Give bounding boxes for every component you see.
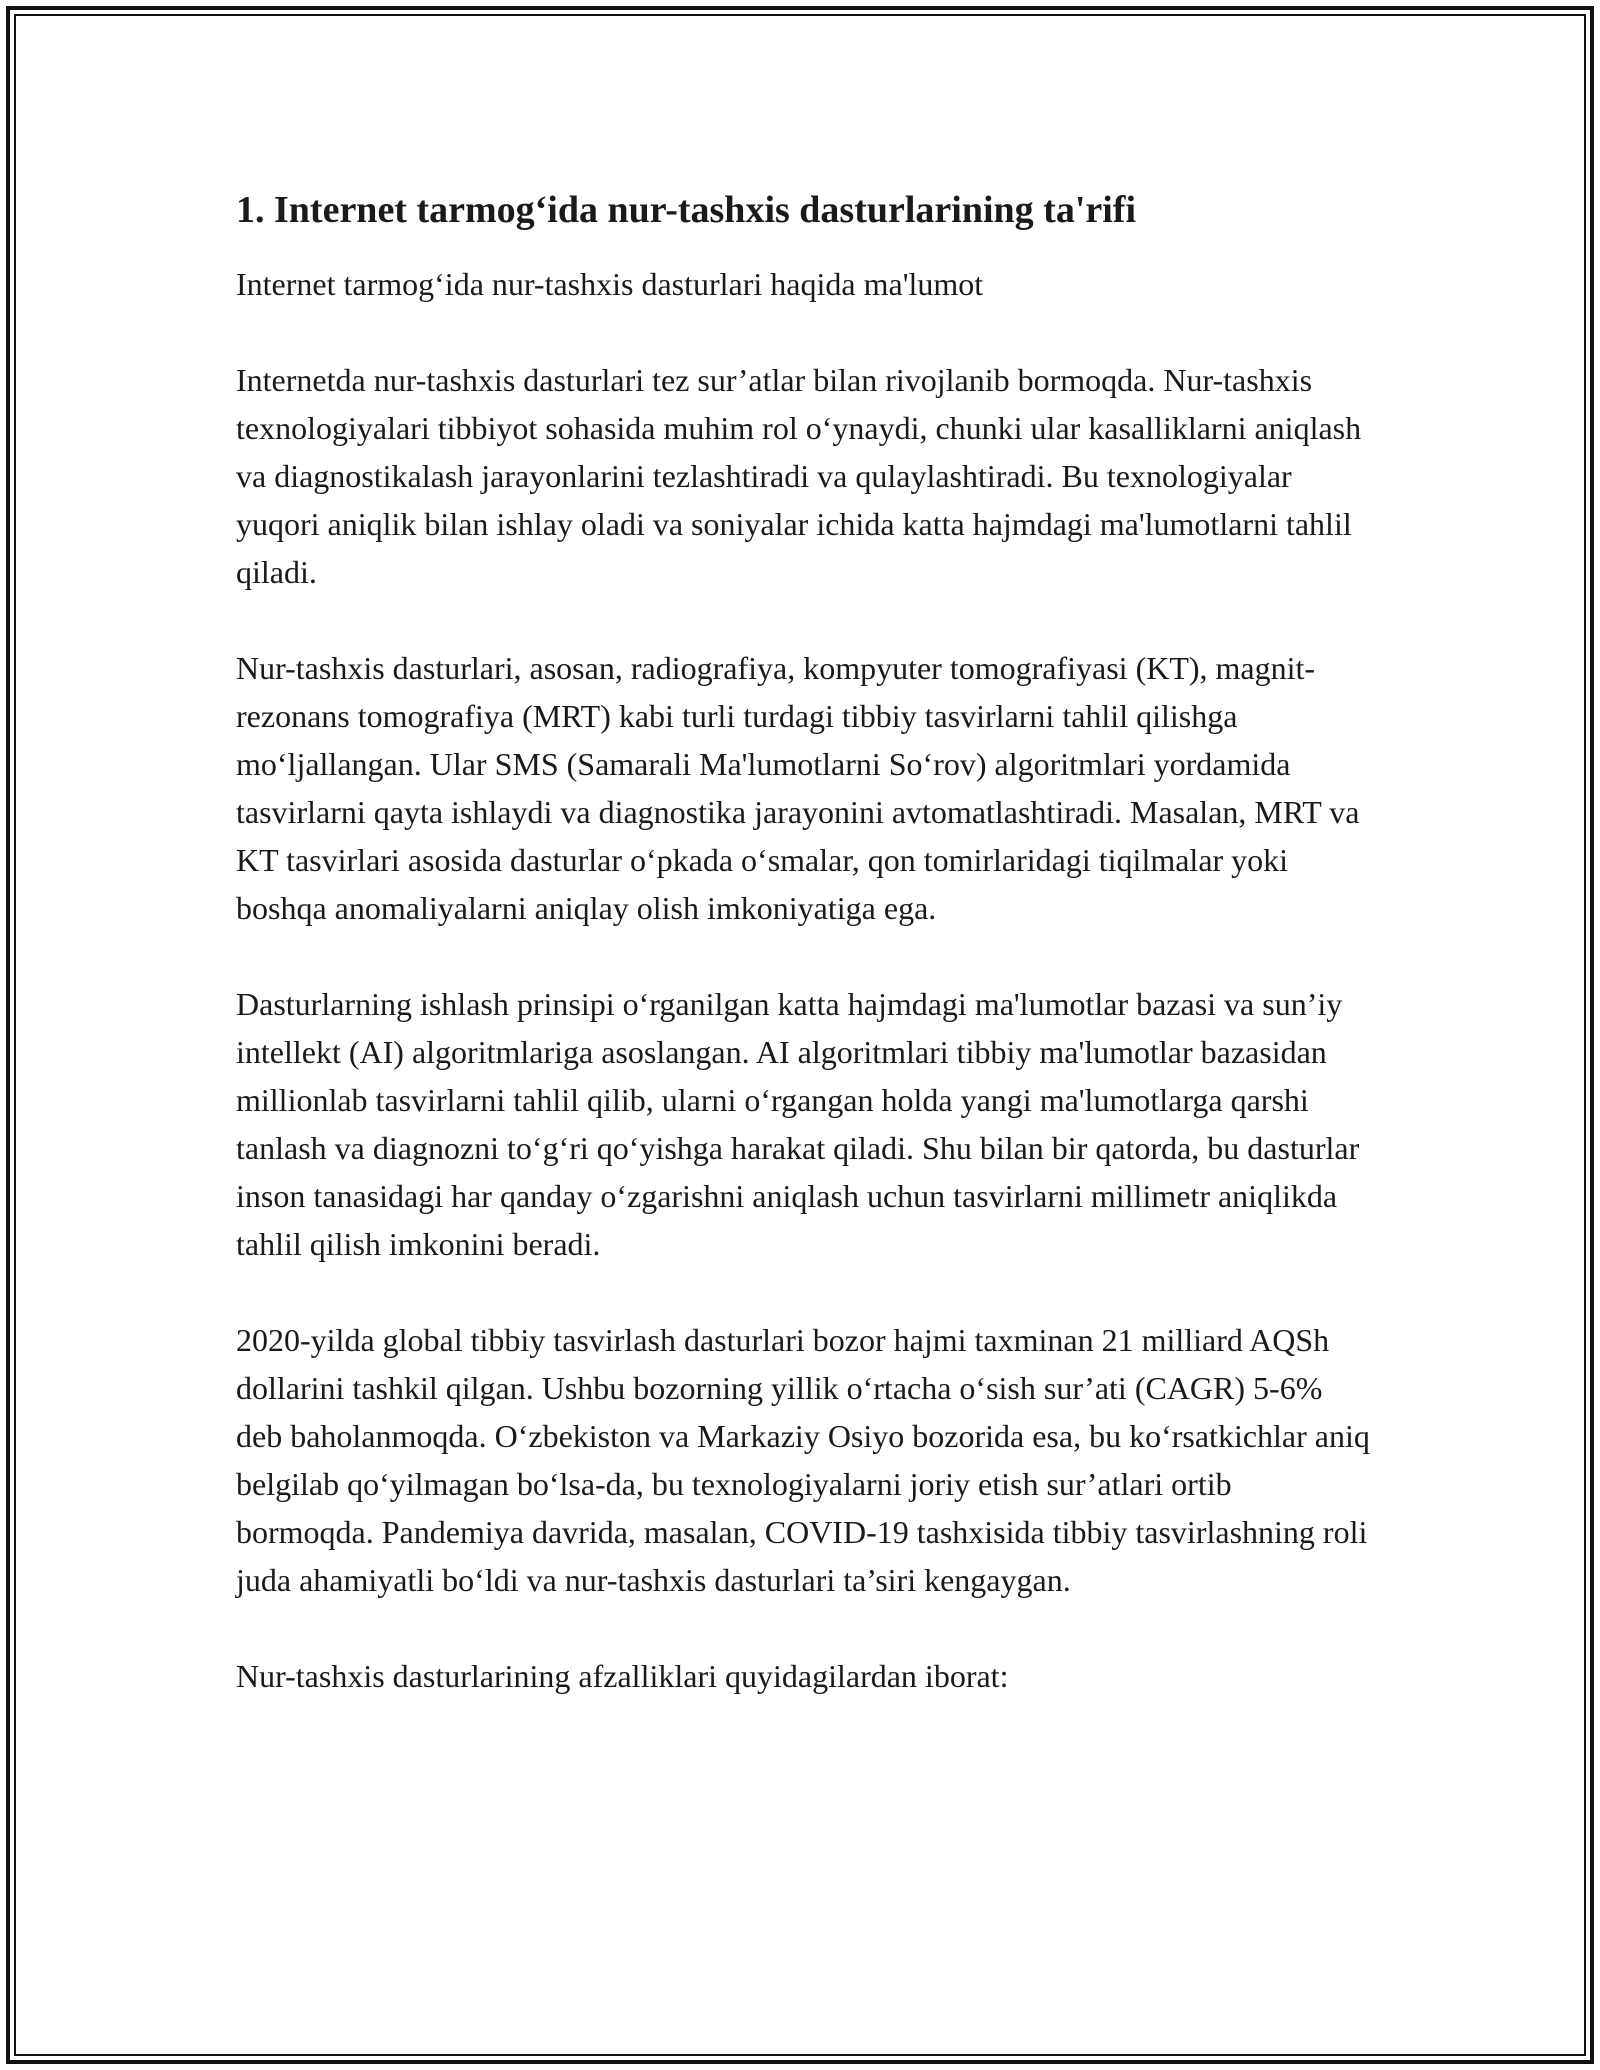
section-heading: 1. Internet tarmog‘ida nur-tashxis dasturlarining ta'rifi — [236, 189, 1137, 231]
paragraph-imaging-types: Nur-tashxis dasturlari, asosan, radiografiya, kompyuter tomografiyasi (KT), magnit-rezonans tomografiya (MRT) kabi turli turdagi tibbiy tasvirlarni tahlil qilishga mo‘ljallangan. Ular SMS (Samarali Ma'lumotlarni So‘rov) algoritmlari yordamida tasvirlarni qayta ishlaydi va diagnostika jarayonini avtomatlashtiradi. Masalan, MRT va KT tasvirlari asosida dasturlar o‘pkada o‘smalar, qon tomirlaridagi tiqilmalar yoki boshqa anomaliyalarni aniqlay olish imkoniyatiga ega. — [236, 650, 1360, 926]
paragraph-intro: Internetda nur-tashxis dasturlari tez sur’atlar bilan rivojlanib bormoqda. Nur-tashxis texnologiyalari tibbiyot sohasida muhim rol o‘ynaydi, chunki ular kasalliklarni aniqlash va diagnostikalash jarayonlarini tezlashtiradi va qulaylashtiradi. Bu texnologiyalar yuqori aniqlik bilan ishlay oladi va soniyalar ichida katta hajmdagi ma'lumotlarni tahlil qiladi. — [236, 362, 1362, 590]
paragraph-market: 2020-yilda global tibbiy tasvirlash dasturlari bozor hajmi taxminan 21 milliard AQSh dollarini tashkil qilgan. Ushbu bozorning yillik o‘rtacha o‘sish sur’ati (CAGR) 5-6% deb baholanmoqda. O‘zbekiston va Markaziy Osiyo bozorida esa, bu ko‘rsatkichlar aniq belgilab qo‘yilmagan bo‘lsa-da, bu texnologiyalarni joriy etish sur’atlari ortib bormoqda. Pandemiya davrida, masalan, COVID-19 tashxisida tibbiy tasvirlashning roli juda ahamiyatli bo‘ldi va nur-tashxis dasturlari ta’siri kengaygan. — [236, 1322, 1370, 1598]
paragraph-advantages-lead: Nur-tashxis dasturlarining afzalliklari quyidagilardan iborat: — [236, 1658, 1009, 1694]
document-body — [236, 186, 1376, 1700]
section-subtitle: Internet tarmog‘ida nur-tashxis dasturlari haqida ma'lumot — [236, 266, 984, 302]
paragraph-ai-principle: Dasturlarning ishlash prinsipi o‘rganilgan katta hajmdagi ma'lumotlar bazasi va sun’iy intellekt (AI) algoritmlariga asoslangan. AI algoritmlari tibbiy ma'lumotlar bazasidan millionlab tasvirlarni tahlil qilib, ularni o‘rgangan holda yangi ma'lumotlarga qarshi tanlash va diagnozni to‘g‘ri qo‘yishga harakat qiladi. Shu bilan bir qatorda, bu dasturlar inson tanasidagi har qanday o‘zgarishni aniqlash uchun tasvirlarni millimetr aniqlikda tahlil qilish imkonini beradi. — [236, 986, 1360, 1262]
